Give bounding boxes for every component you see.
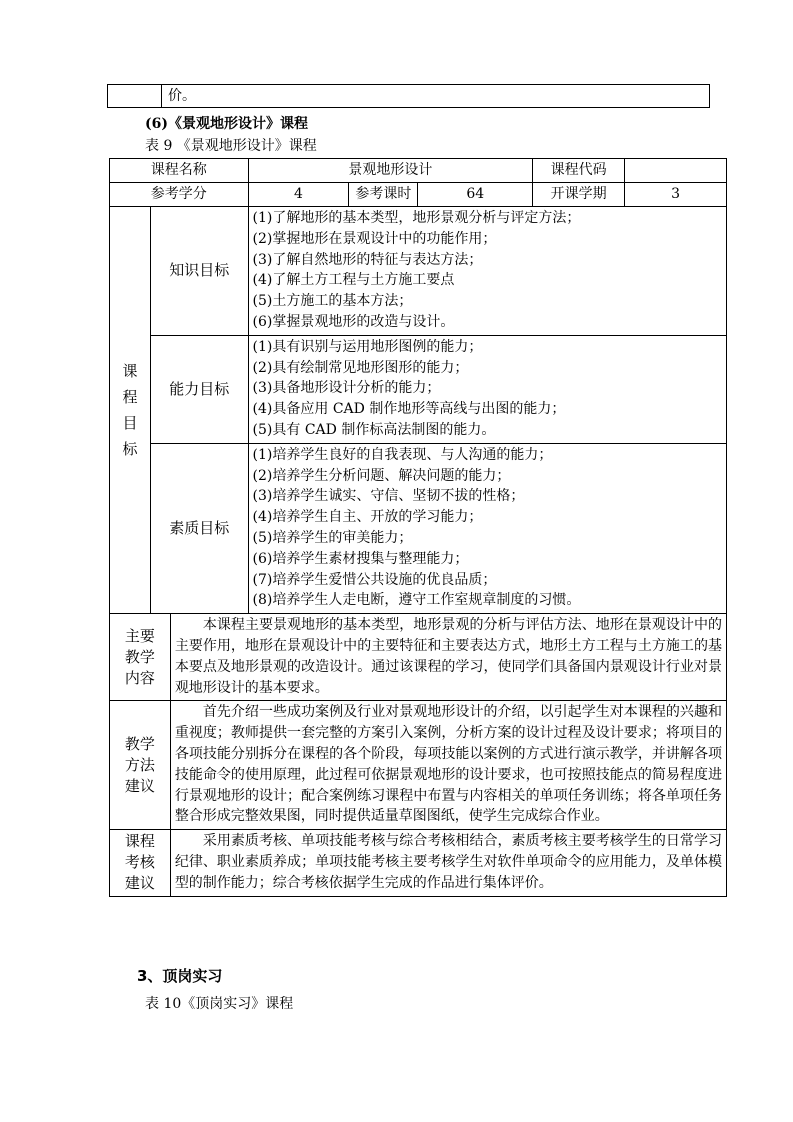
list-item: (3)了解自然地形的特征与表达方法； bbox=[252, 251, 483, 268]
list-item: (2)具有绘制常见地形图形的能力； bbox=[252, 359, 469, 376]
previous-table-empty-cell bbox=[108, 85, 162, 108]
label-line: 教学 bbox=[124, 734, 155, 753]
objectives-label-char: 标 bbox=[122, 440, 138, 459]
course-table-9 bbox=[109, 158, 727, 897]
hours-value: 64 bbox=[418, 183, 533, 207]
previous-table-tail bbox=[107, 84, 710, 108]
list-item: (5)培养学生的审美能力； bbox=[252, 529, 413, 546]
ability-objectives-row bbox=[110, 335, 727, 443]
list-item: (3)培养学生诚实、守信、坚韧不拔的性格； bbox=[252, 488, 525, 505]
label-line: 主要 bbox=[124, 626, 155, 645]
ability-objectives-list bbox=[248, 335, 726, 443]
quality-objectives-row bbox=[110, 443, 727, 613]
label-line: 建议 bbox=[124, 776, 155, 795]
knowledge-objectives-label: 知识目标 bbox=[150, 207, 248, 336]
quality-objectives-list bbox=[248, 443, 726, 613]
course-meta-row bbox=[110, 183, 727, 207]
quality-objectives-label: 素质目标 bbox=[150, 443, 248, 613]
course-name-row bbox=[110, 159, 727, 183]
table9-caption: 表 9 《景观地形设计》课程 bbox=[145, 138, 317, 154]
list-item: (5)土方施工的基本方法； bbox=[252, 293, 413, 310]
list-item: (2)培养学生分析问题、解决问题的能力； bbox=[252, 467, 511, 484]
objectives-label bbox=[110, 207, 151, 614]
ability-objectives-label: 能力目标 bbox=[150, 335, 248, 443]
course-code-label: 课程代码 bbox=[533, 159, 625, 183]
teaching-content-text: 本课程主要景观地形的基本类型，地形景观的分析与评估方法、地形在景观设计中的主要作用，地形在景观设计中的主要特征和主要表达方式，地形土方工程与土方施工的基本要点及地形景观的改造设计。通过该课程的学习，使同学们具备国内景观设计行业对景观地形设计的基本要求。 bbox=[170, 614, 726, 701]
teaching-methods-label bbox=[110, 701, 171, 830]
term-label: 开课学期 bbox=[533, 183, 625, 207]
label-line: 方法 bbox=[124, 755, 155, 774]
list-item: (7)培养学生爱惜公共设施的优良品质； bbox=[252, 571, 497, 588]
course-name-value: 景观地形设计 bbox=[248, 159, 533, 183]
term-value: 3 bbox=[625, 183, 727, 207]
previous-table-last-row: 价。 bbox=[162, 85, 710, 108]
list-item: (6)培养学生素材搜集与整理能力； bbox=[252, 550, 469, 567]
knowledge-objectives-list bbox=[248, 207, 726, 336]
label-line: 教学 bbox=[124, 647, 155, 666]
section3-heading: 3、顶岗实习 bbox=[137, 967, 223, 985]
table10-caption: 表 10《顶岗实习》课程 bbox=[145, 996, 294, 1012]
section6-heading: (6)《景观地形设计》课程 bbox=[145, 116, 308, 132]
course-name-label: 课程名称 bbox=[110, 159, 249, 183]
label-line: 考核 bbox=[124, 853, 155, 872]
assessment-label bbox=[110, 830, 171, 896]
teaching-content-row bbox=[110, 614, 727, 701]
objectives-label-char: 课 bbox=[122, 362, 138, 381]
objectives-label-char: 程 bbox=[122, 388, 138, 407]
list-item: (4)了解土方工程与土方施工要点 bbox=[252, 272, 455, 289]
course-code-value bbox=[625, 159, 727, 183]
list-item: (1)具有识别与运用地形图例的能力； bbox=[252, 338, 483, 355]
teaching-methods-row bbox=[110, 701, 727, 830]
hours-label: 参考课时 bbox=[349, 183, 418, 207]
list-item: (4)具备应用 CAD 制作地形等高线与出图的能力； bbox=[252, 401, 566, 418]
credit-label: 参考学分 bbox=[110, 183, 249, 207]
list-item: (8)培养学生人走电断，遵守工作室规章制度的习惯。 bbox=[252, 592, 581, 609]
list-item: (3)具备地形设计分析的能力； bbox=[252, 380, 441, 397]
list-item: (6)掌握景观地形的改造与设计。 bbox=[252, 313, 455, 330]
credit-value: 4 bbox=[248, 183, 349, 207]
teaching-methods-text: 首先介绍一些成功案例及行业对景观地形设计的介绍，以引起学生对本课程的兴趣和重视度；教师提供一套完整的方案引入案例，分析方案的设计过程及设计要求；将项目的各项技能分别拆分在课程的各个阶段，每项技能以案例的方式进行演示教学，并讲解各项技能命令的使用原理，此过程可依据景观地形的设计要求，也可按照技能点的简易程度进行景观地形的设计；配合案例练习课程中布置与内容相关的单项任务训练；将各单项任务整合形成完整效果图，同时提供适量草图图纸，使学生完成综合作业。 bbox=[170, 701, 726, 830]
label-line: 建议 bbox=[124, 874, 155, 893]
assessment-text: 采用素质考核、单项技能考核与综合考核相结合，素质考核主要考核学生的日常学习纪律、职业素质养成；单项技能考核主要考核学生对软件单项命令的应用能力，及单体模型的制作能力；综合考核依据学生完成的作品进行集体评价。 bbox=[170, 830, 726, 896]
teaching-content-label bbox=[110, 614, 171, 701]
assessment-row bbox=[110, 830, 727, 896]
list-item: (1)了解地形的基本类型，地形景观分析与评定方法； bbox=[252, 210, 581, 226]
list-item: (2)掌握地形在景观设计中的功能作用； bbox=[252, 230, 497, 247]
label-line: 内容 bbox=[124, 668, 155, 687]
list-item: (1)培养学生良好的自我表现、与人沟通的能力； bbox=[252, 446, 553, 463]
knowledge-objectives-row bbox=[110, 207, 727, 336]
label-line: 课程 bbox=[124, 832, 155, 851]
list-item: (5)具有 CAD 制作标高法制图的能力。 bbox=[252, 421, 496, 438]
objectives-label-char: 目 bbox=[122, 414, 138, 433]
list-item: (4)培养学生自主、开放的学习能力； bbox=[252, 509, 483, 526]
